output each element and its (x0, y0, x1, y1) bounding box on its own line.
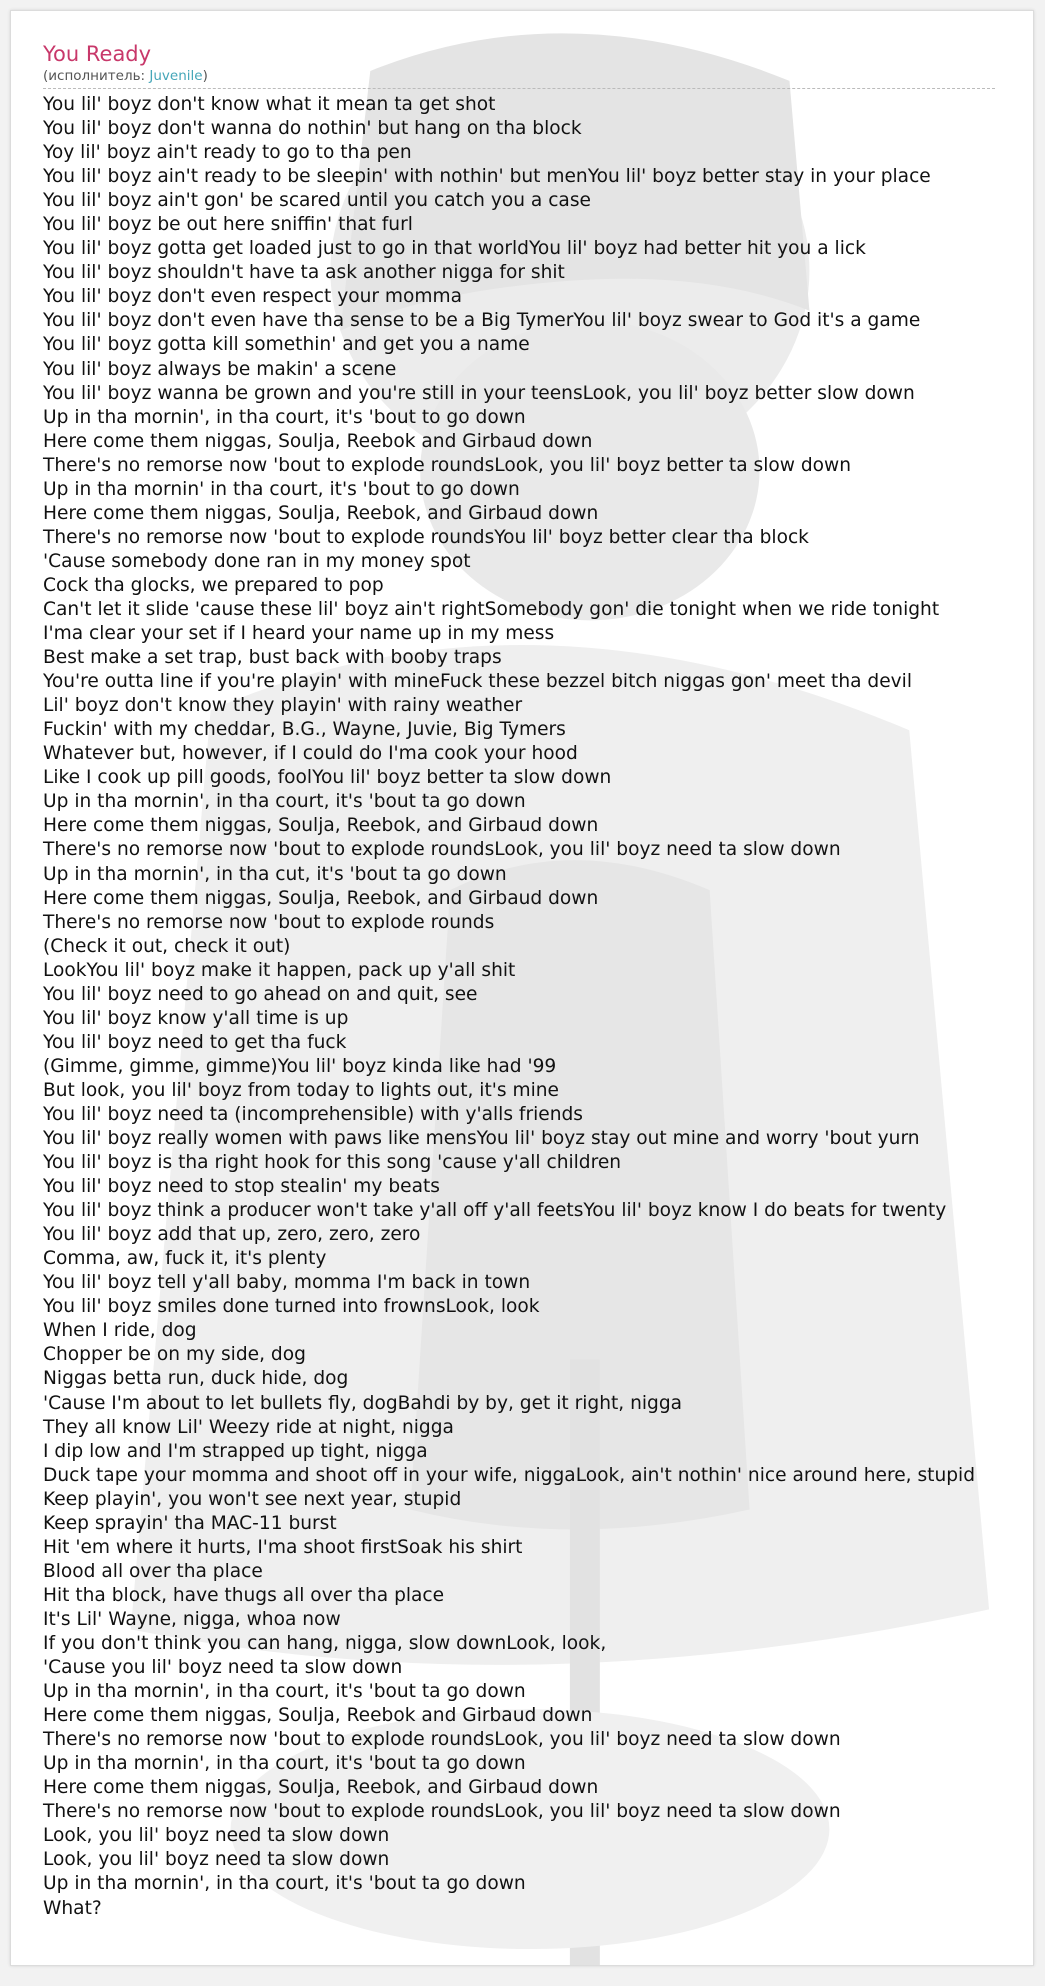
artist-link[interactable]: Juvenile (149, 68, 203, 84)
lyric-line: You're outta line if you're playin' with mineFuck these bezzel bitch niggas gon' meet tha devil (43, 671, 912, 693)
lyric-line: Hit 'em where it hurts, I'ma shoot firstSoak his shirt (43, 1536, 523, 1558)
lyric-line: When I ride, dog (43, 1320, 197, 1342)
lyric-line: 'Cause you lil' boyz need ta slow down (43, 1657, 403, 1679)
lyric-line: What? (43, 1897, 102, 1919)
lyric-line: Look, you lil' boyz need ta slow down (43, 1825, 390, 1847)
lyric-line: Here come them niggas, Soulja, Reebok, and Girbaud down (43, 1777, 599, 1799)
lyric-line: You lil' boyz add that up, zero, zero, zero (43, 1224, 421, 1246)
lyric-line: But look, you lil' boyz from today to lights out, it's mine (43, 1079, 559, 1101)
lyric-line: Here come them niggas, Soulja, Reebok, and Girbaud down (43, 815, 599, 837)
lyric-line: You lil' boyz need to go ahead on and quit, see (43, 983, 478, 1005)
lyric-line: Chopper be on my side, dog (43, 1344, 306, 1366)
lyric-line: Like I cook up pill goods, foolYou lil' boyz better ta slow down (43, 767, 612, 789)
lyric-line: You lil' boyz is tha right hook for this song 'cause y'all children (43, 1152, 622, 1174)
lyric-line: You lil' boyz need to stop stealin' my beats (43, 1176, 440, 1198)
lyric-line: Up in tha mornin', in tha court, it's 'bout ta go down (43, 1681, 526, 1703)
lyric-line: You lil' boyz really women with paws like mensYou lil' boyz stay out mine and worry 'bout yurn (43, 1128, 920, 1150)
lyric-line: Best make a set trap, bust back with booby traps (43, 647, 502, 669)
lyric-line: You lil' boyz shouldn't have ta ask another nigga for shit (43, 262, 565, 284)
lyrics-body (43, 93, 1033, 1921)
lyric-line: Can't let it slide 'cause these lil' boyz ain't rightSomebody gon' die tonight when we ride tonight (43, 598, 940, 620)
lyric-line: Keep sprayin' tha MAC-11 burst (43, 1512, 337, 1534)
lyric-line: Here come them niggas, Soulja, Reebok and Girbaud down (43, 430, 593, 452)
artist-suffix: ) (202, 68, 208, 84)
lyric-line: LookYou lil' boyz make it happen, pack up y'all shit (43, 959, 516, 981)
lyric-line: Here come them niggas, Soulja, Reebok, and Girbaud down (43, 502, 599, 524)
lyric-line: You lil' boyz gotta kill somethin' and get you a name (43, 334, 530, 356)
lyric-line: You lil' boyz need ta (incomprehensible) with y'alls friends (43, 1103, 583, 1125)
lyric-line: Cock tha glocks, we prepared to pop (43, 574, 384, 596)
artist-prefix: (исполнитель: (43, 68, 150, 84)
lyric-line: Hit tha block, have thugs all over tha place (43, 1584, 445, 1606)
lyric-line: You lil' boyz gotta get loaded just to go in that worldYou lil' boyz had better hit you a lick (43, 238, 866, 260)
lyric-line: Here come them niggas, Soulja, Reebok and Girbaud down (43, 1705, 593, 1727)
lyric-line: They all know Lil' Weezy ride at night, nigga (43, 1416, 454, 1438)
lyrics-content (11, 11, 1033, 1921)
lyric-line: You lil' boyz be out here sniffin' that furl (43, 214, 413, 236)
lyric-line: Up in tha mornin', in tha court, it's 'bout ta go down (43, 1753, 526, 1775)
lyric-line: It's Lil' Wayne, nigga, whoa now (43, 1608, 341, 1630)
lyric-line: You lil' boyz know y'all time is up (43, 1007, 349, 1029)
song-title: You Ready (43, 42, 152, 66)
lyric-line: You lil' boyz don't wanna do nothin' but hang on tha block (43, 118, 582, 140)
lyric-line: (Gimme, gimme, gimme)You lil' boyz kinda like had '99 (43, 1055, 557, 1077)
lyric-line: Here come them niggas, Soulja, Reebok, and Girbaud down (43, 887, 599, 909)
lyric-line: You lil' boyz ain't gon' be scared until you catch you a case (43, 190, 591, 212)
lyric-line: There's no remorse now 'bout to explode roundsLook, you lil' boyz need ta slow down (43, 1801, 841, 1823)
lyric-line: There's no remorse now 'bout to explode roundsLook, you lil' boyz need ta slow down (43, 1729, 841, 1751)
lyric-line: Blood all over tha place (43, 1560, 263, 1582)
lyric-line: You lil' boyz need to get tha fuck (43, 1031, 347, 1053)
lyric-line: Comma, aw, fuck it, it's plenty (43, 1248, 327, 1270)
lyric-line: There's no remorse now 'bout to explode roundsLook, you lil' boyz need ta slow down (43, 839, 841, 861)
lyrics-card (10, 10, 1034, 1966)
lyric-line: Up in tha mornin' in tha court, it's 'bout to go down (43, 478, 520, 500)
lyric-line: Lil' boyz don't know they playin' with rainy weather (43, 695, 523, 717)
lyric-line: You lil' boyz don't know what it mean ta get shot (43, 94, 496, 115)
lyric-line: Up in tha mornin', in tha court, it's 'bout ta go down (43, 1873, 526, 1895)
lyric-line: Fuckin' with my cheddar, B.G., Wayne, Juvie, Big Tymers (43, 719, 566, 741)
lyric-line: You lil' boyz wanna be grown and you're still in your teensLook, you lil' boyz better slow down (43, 382, 915, 404)
lyric-line: There's no remorse now 'bout to explode rounds (43, 911, 495, 933)
lyric-line: Keep playin', you won't see next year, stupid (43, 1488, 462, 1510)
lyric-line: Up in tha mornin', in tha court, it's 'bout to go down (43, 406, 526, 428)
lyric-line: You lil' boyz always be makin' a scene (43, 358, 397, 380)
lyric-line: You lil' boyz think a producer won't take y'all off y'all feetsYou lil' boyz know I do beats for twenty (43, 1200, 947, 1222)
lyric-line: There's no remorse now 'bout to explode roundsYou lil' boyz better clear tha block (43, 526, 809, 548)
lyric-line: You lil' boyz tell y'all baby, momma I'm back in town (43, 1272, 531, 1294)
lyric-line: You lil' boyz smiles done turned into frownsLook, look (43, 1296, 540, 1318)
lyric-line: You lil' boyz don't even respect your momma (43, 286, 463, 308)
lyric-line: If you don't think you can hang, nigga, slow downLook, look, (43, 1633, 607, 1654)
lyric-line: Niggas betta run, duck hide, dog (43, 1368, 349, 1390)
lyric-line: You lil' boyz don't even have tha sense to be a Big TymerYou lil' boyz swear to God it's a game (43, 310, 921, 332)
lyric-line: You lil' boyz ain't ready to be sleepin' with nothin' but menYou lil' boyz better stay in your place (43, 166, 931, 188)
lyric-line: Up in tha mornin', in tha court, it's 'bout ta go down (43, 791, 526, 813)
artist-line (43, 67, 995, 89)
lyric-line: There's no remorse now 'bout to explode roundsLook, you lil' boyz better ta slow down (43, 454, 852, 476)
lyric-line: Whatever but, however, if I could do I'ma cook your hood (43, 743, 578, 765)
lyric-line: Look, you lil' boyz need ta slow down (43, 1849, 390, 1871)
lyric-line: Up in tha mornin', in tha cut, it's 'bout ta go down (43, 863, 507, 885)
lyric-line: 'Cause somebody done ran in my money spot (43, 550, 471, 572)
lyric-line: Duck tape your momma and shoot off in your wife, niggaLook, ain't nothin' nice around here, stupid (43, 1464, 976, 1486)
lyric-line: (Check it out, check it out) (43, 935, 291, 957)
lyric-line: 'Cause I'm about to let bullets fly, dogBahdi by by, get it right, nigga (43, 1392, 683, 1414)
lyric-line: I'ma clear your set if I heard your name up in my mess (43, 623, 555, 645)
lyric-line: I dip low and I'm strapped up tight, nigga (43, 1440, 428, 1462)
lyric-line: Yoy lil' boyz ain't ready to go to tha pen (43, 142, 412, 164)
